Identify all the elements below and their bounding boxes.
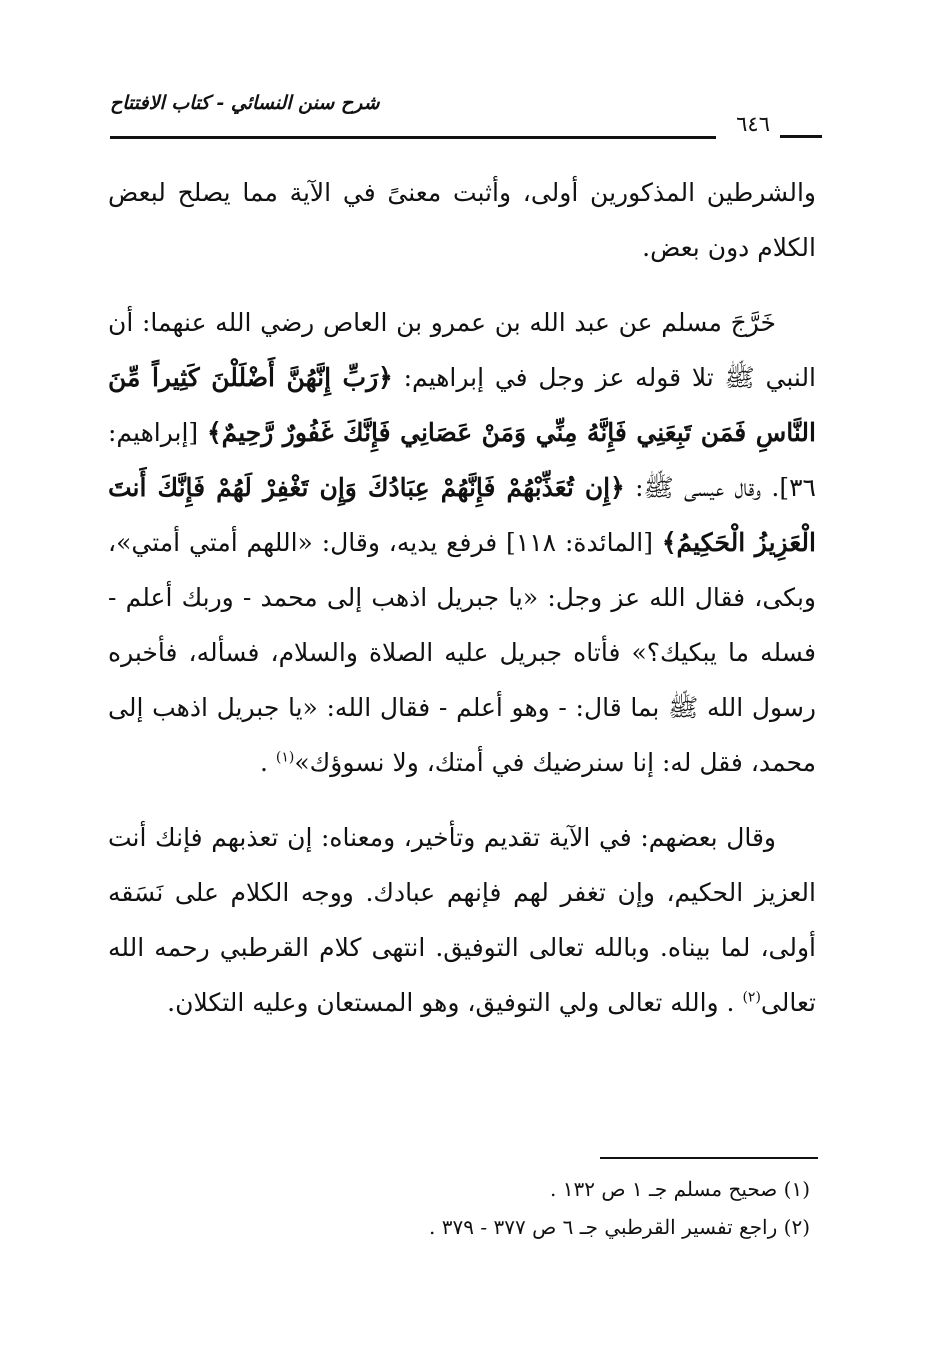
- paragraph-2-end: .: [259, 748, 276, 777]
- paragraph-2-intro: خَرَّجَ مسلم عن عبد الله بن عمرو بن العاص رضي الله عنهما: أن النبي ﷺ تلا قوله عز وجل في إبراهيم:: [108, 308, 817, 392]
- paragraph-3-end: . والله تعالى ولي التوفيق، وهو المستعان وعليه التكلان.: [167, 988, 743, 1017]
- footnote-separator: [600, 1157, 818, 1159]
- footnote-1: (١) صحيح مسلم جـ ١ ص ١٣٢ .: [550, 1177, 810, 1201]
- running-title: شرح سنن النسائي - كتاب الافتتاح: [110, 92, 380, 114]
- main-text: [108, 165, 816, 1030]
- paragraph-2: [108, 295, 816, 790]
- footnotes: [300, 1170, 810, 1246]
- paragraph-3: [108, 810, 816, 1030]
- footnote-ref-2: (٢): [742, 989, 761, 1006]
- footnote-2: (٢) راجع تفسير القرطبي جـ ٦ ص ٣٧٧ - ٣٧٩ .: [429, 1215, 810, 1239]
- page-header: [110, 88, 822, 148]
- footnote-ref-1: (١): [275, 749, 295, 766]
- quran-verse-maidah: ﴿إِن تُعَذِّبْهُمْ فَإِنَّهُمْ عِبَادُكَ وَإِن تَغْفِرْ لَهُمْ فَإِنَّكَ أَنتَ الْعَزِيزُ الْحَكِيمُ﴾: [108, 473, 816, 557]
- paragraph-1: والشرطين المذكورين أولى، وأثبت معنىً في الآية مما يصلح لبعض الكلام دون بعض.: [108, 178, 816, 262]
- page-number: ٦٤٦: [736, 112, 770, 136]
- paragraph-2-hadith: [المائدة: ١١٨] فرفع يديه، وقال: «اللهم أمتي أمتي»، وبكى، فقال الله عز وجل: «يا جبريل اذهب إلى محمد - وربك أعلم - فسله ما يبكيك؟» فأتاه جبريل عليه الصلاة والسلام، فسأله، فأخبره رسول الله ﷺ بما قال: - وهو أعلم - فقال الله: «يا جبريل اذهب إلى محمد، فقل له: إنا سنرضيك في أمتك، ولا نسوؤك»: [108, 528, 816, 777]
- paragraph-3-text: وقال بعضهم: في الآية تقديم وتأخير، ومعناه: إن تعذبهم فإنك أنت العزيز الحكيم، وإن تغفر لهم فإنهم عبادك. ووجه الكلام على نَسَقه أولى، لما بيناه. وبالله تعالى التوفيق. انتهى كلام القرطبي رحمه الله تعالى: [108, 823, 816, 1017]
- header-rule: [110, 136, 716, 139]
- quran-verse-ibrahim: ﴿رَبِّ إِنَّهُنَّ أَضْلَلْنَ كَثِيراً مِّنَ النَّاسِ فَمَن تَبِعَنِي فَإِنَّهُ مِنِّي وَمَنْ عَصَانِي فَإِنَّكَ غَفُورٌ رَّحِيمٌ﴾: [108, 363, 816, 447]
- page-number-rule: [780, 135, 822, 138]
- paragraph-2-middle: [إبراهيم: ٣٦]. وقال عيسى ﷺ:: [108, 418, 816, 502]
